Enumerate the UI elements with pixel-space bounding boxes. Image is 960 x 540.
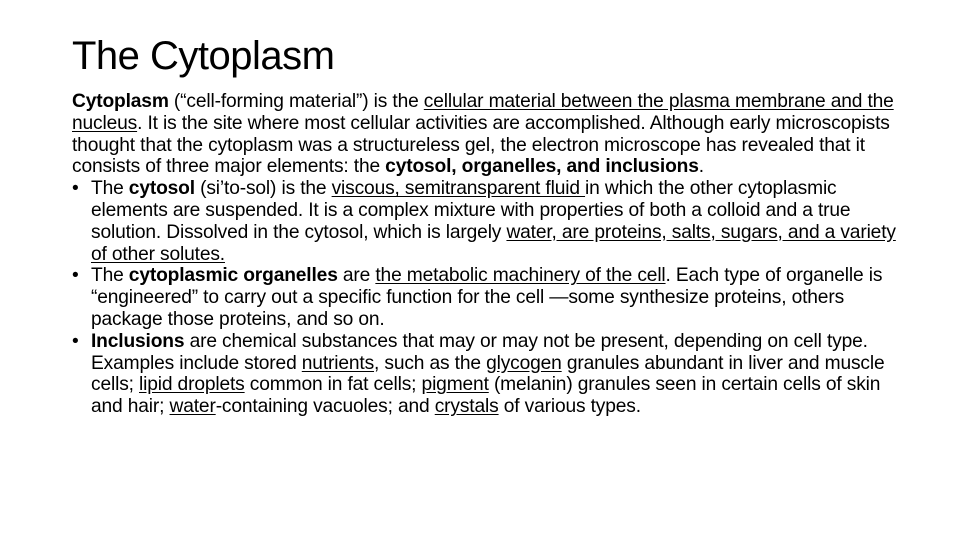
text-run: The <box>91 178 129 200</box>
text-run: granules abundant in liver and muscle cells; <box>91 352 885 396</box>
bold-term: cytoplasmic organelles <box>128 265 338 287</box>
underlined-phrase: pigment <box>421 374 489 396</box>
underlined-phrase: lipid droplets <box>139 374 245 396</box>
bold-term: Inclusions <box>91 330 185 352</box>
bullet-item-inclusions <box>72 331 902 418</box>
intro-paragraph <box>72 91 902 178</box>
underlined-phrase: the metabolic machinery of the cell <box>375 265 666 287</box>
bullet-text-inclusions <box>91 331 885 417</box>
underlined-phrase: water <box>169 396 216 418</box>
text-run: in which the other cytoplasmic elements are suspended. It is a complex mixture with properties of both a colloid and a true solution. Dissolved in the cytosol, which is largely <box>91 178 851 243</box>
text-run: common in fat cells; <box>244 374 422 396</box>
underlined-phrase: cellular material between the plasma membrane and the nucleus <box>72 91 894 134</box>
bullet-dot-icon: • <box>72 178 79 200</box>
slide-body <box>72 91 902 418</box>
bold-term: cytosol, organelles, and inclusions <box>385 156 699 178</box>
bold-term: Cytoplasm <box>72 91 169 112</box>
bold-term: cytosol <box>128 178 195 200</box>
text-run: The <box>91 265 129 287</box>
text-run: . Each type of organelle is “engineered” to carry out a specific function for the cell —some synthesize proteins, others package those proteins, and so on. <box>91 265 883 330</box>
text-run: are chemical substances that may or may not be present, depending on cell type. Examples include stored <box>91 330 868 374</box>
underlined-phrase: crystals <box>434 396 499 418</box>
text-run: (melanin) granules seen in certain cells of skin and hair; <box>91 374 881 418</box>
bullet-item-organelles <box>72 265 902 330</box>
text-run: (“cell-forming material”) is the <box>168 91 424 112</box>
text-run: . <box>698 156 704 178</box>
text-run: of various types. <box>498 396 641 418</box>
text-run: are <box>337 265 376 287</box>
slide-title: The Cytoplasm <box>72 34 335 78</box>
text-run: . It is the site where most cellular activities are accomplished. Although early microscopists thought that the cytoplasm was a structureless gel, the electron microscope has revealed that it consists of three major elements: the <box>72 112 890 178</box>
bullet-list <box>72 178 902 418</box>
bullet-dot-icon: • <box>72 265 79 287</box>
bullet-item-cytosol <box>72 178 902 265</box>
underlined-phrase: water, are proteins, salts, sugars, and a variety of other solutes. <box>91 221 896 265</box>
bullet-text-cytosol <box>91 178 896 264</box>
underlined-phrase: viscous, semitransparent fluid <box>331 178 586 200</box>
bullet-text-organelles <box>91 265 882 330</box>
bullet-dot-icon: • <box>72 330 79 352</box>
text-run: (si’to-sol) is the <box>194 178 332 200</box>
underlined-phrase: glycogen <box>486 352 562 374</box>
text-run: -containing vacuoles; and <box>215 396 435 418</box>
underlined-phrase: nutrients <box>301 352 375 374</box>
text-run: , such as the <box>374 352 487 374</box>
